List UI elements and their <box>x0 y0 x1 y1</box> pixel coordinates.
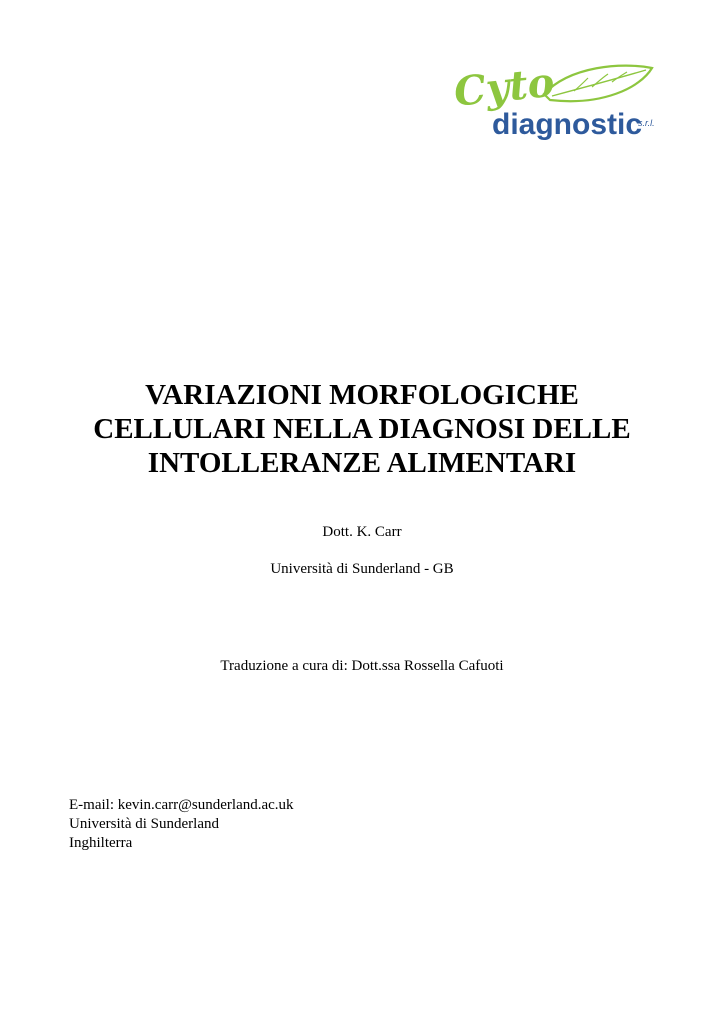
cytodiagnostic-logo <box>452 58 674 150</box>
logo-graphic <box>452 58 674 150</box>
document-title <box>0 378 724 480</box>
logo-suffix: s.r.l. <box>638 118 655 128</box>
title-line-2: CELLULARI NELLA DIAGNOSI DELLE <box>93 413 631 445</box>
author-name: Dott. K. Carr <box>322 524 402 540</box>
title-line-1: VARIAZIONI MORFOLOGICHE <box>145 379 579 411</box>
translator-credit: Traduzione a cura di: Dott.ssa Rossella Cafuoti <box>220 658 504 674</box>
logo-name-bottom: diagnostic <box>492 108 643 141</box>
contact-country: Inghilterra <box>69 835 133 851</box>
logo-name-top: Cyto <box>452 58 557 116</box>
contact-email: E-mail: kevin.carr@sunderland.ac.uk <box>69 797 294 813</box>
author-affiliation: Università di Sunderland - GB <box>270 561 454 577</box>
contact-block <box>69 796 294 853</box>
title-line-3: INTOLLERANZE ALIMENTARI <box>147 447 577 479</box>
contact-institution: Università di Sunderland <box>69 816 219 832</box>
